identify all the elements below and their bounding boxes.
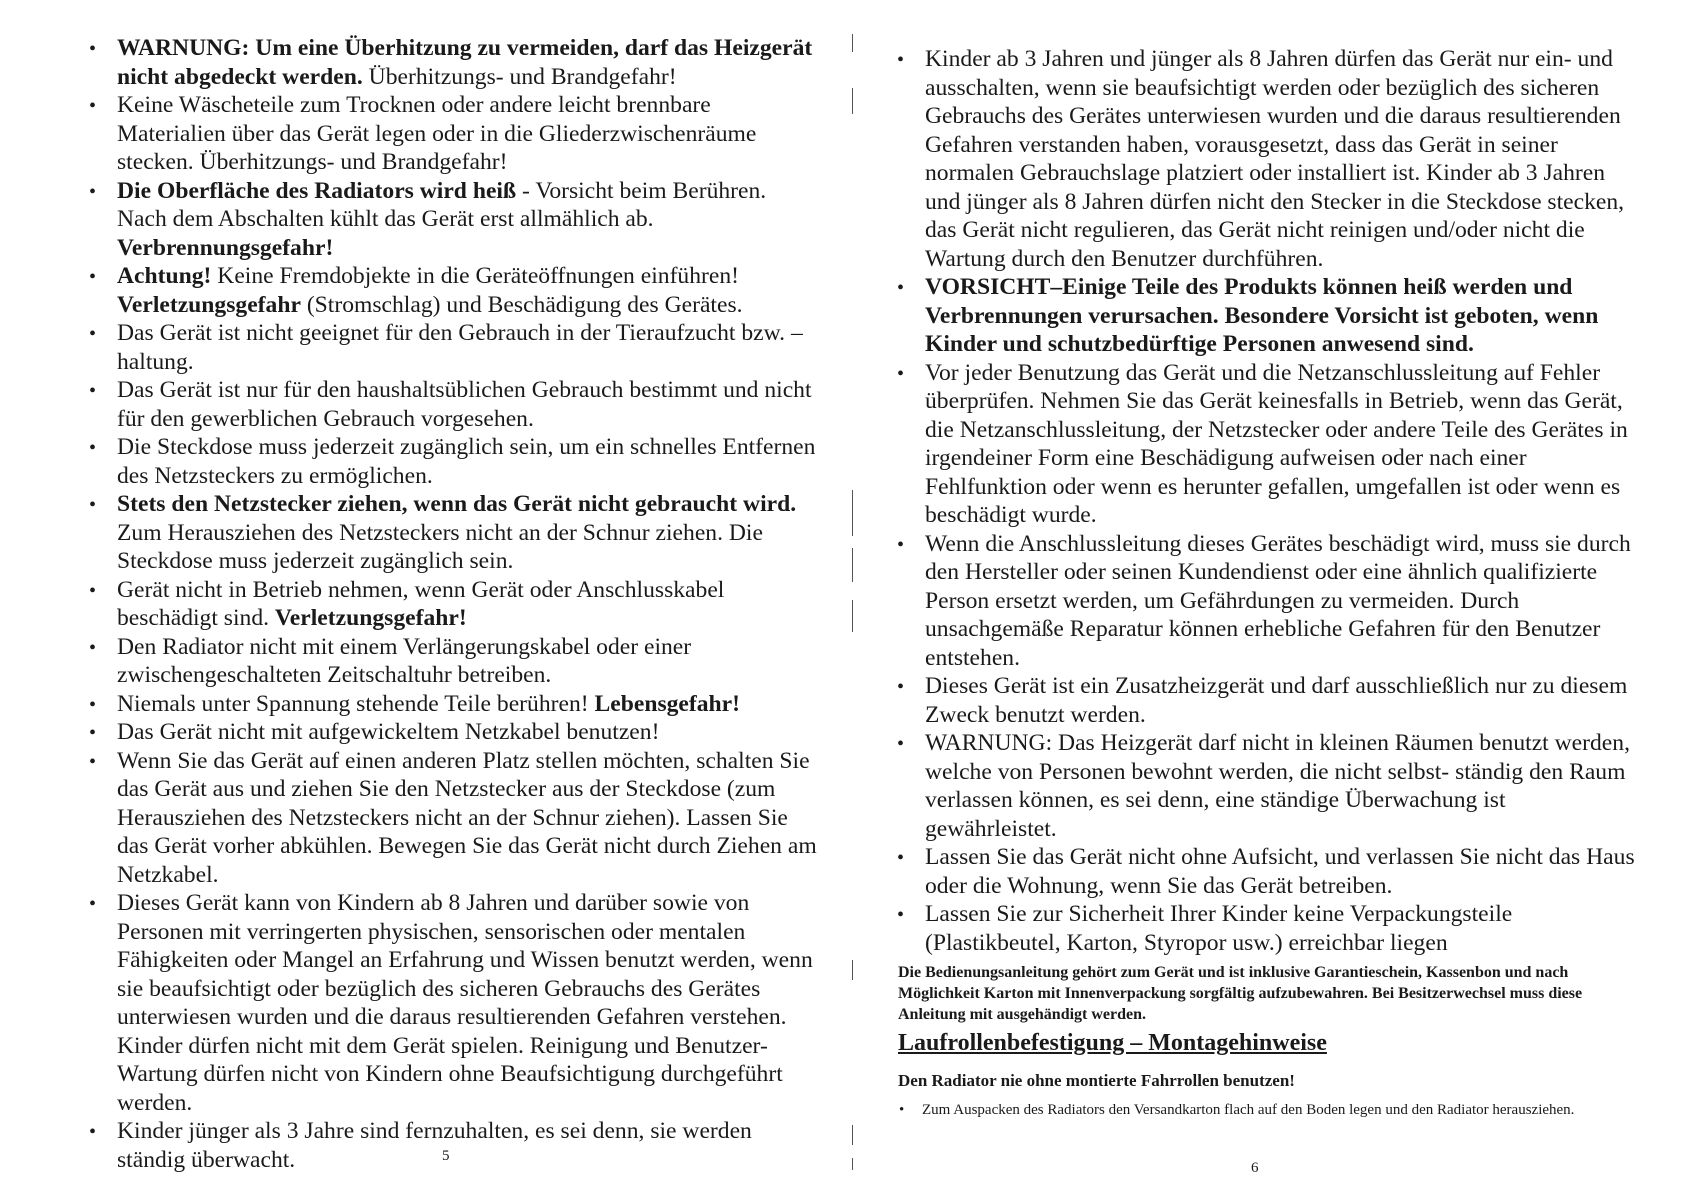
- list-item: • WARNUNG: Das Heizgerät darf nicht in kleinen Räumen benutzt werden, welche von Personen bewohnt werden, die nicht selbst- ständig den Raum verlassen können, es sei denn, eine ständige Überwachung ist gewährleistet.: [925, 729, 1635, 843]
- assembly-list: [922, 1101, 1632, 1121]
- right-bullet-list: [925, 45, 1635, 957]
- list-item: • Wenn die Anschlussleitung dieses Gerätes beschädigt wird, muss sie durch den Hersteller oder seinen Kundendienst oder eine ähnlich qualifizierte Person ersetzt werden, um Gefährdungen zu vermeiden. Durch unsachgemäße Reparatur können erhebliche Gefahren für den Benutzer entstehen.: [925, 530, 1635, 673]
- list-item: • Keine Wäscheteile zum Trocknen oder andere leicht brennbare Materialien über das Gerät legen oder in die Gliederzwischenräume stecken. Überhitzungs- und Brandgefahr!: [117, 91, 817, 177]
- list-item: • Kinder jünger als 3 Jahre sind fernzuhalten, es sei denn, sie werden ständig überwacht.: [117, 1117, 817, 1174]
- list-item: • Das Gerät ist nur für den haushaltsüblichen Gebrauch bestimmt und nicht für den gewerblichen Gebrauch vorgesehen.: [117, 376, 817, 433]
- list-item: • Achtung! Keine Fremdobjekte in die Geräteöffnungen einführen! Verletzungsgefahr (Stromschlag) und Beschädigung des Gerätes.: [117, 262, 817, 319]
- list-item: • Die Steckdose muss jederzeit zugänglich sein, um ein schnelles Entfernen des Netzsteckers zu ermöglichen.: [117, 433, 817, 490]
- right-page: [850, 0, 1682, 1190]
- list-item: • Lassen Sie zur Sicherheit Ihrer Kinder keine Verpackungsteile (Plastikbeutel, Karton, Styropor usw.) erreichbar liegen: [925, 900, 1635, 957]
- list-item: • Kinder ab 3 Jahren und jünger als 8 Jahren dürfen das Gerät nur ein- und ausschalten, wenn sie beaufsichtigt werden oder bezüglich des sicheren Gebrauchs des Gerätes unterwiesen wurden und die daraus resultierenden Gefahren verstanden haben, vorausgesetzt, dass das Gerät in seiner normalen Gebrauchslage platziert oder installiert ist. Kinder ab 3 Jahren und jünger als 8 Jahren dürfen nicht den Stecker in die Steckdose stecken, das Gerät nicht regulieren, das Gerät nicht reinigen und/oder nicht die Wartung durch den Benutzer durchführen.: [925, 45, 1635, 273]
- subheading: Den Radiator nie ohne montierte Fahrrollen benutzen!: [898, 1071, 1295, 1090]
- list-item: • Wenn Sie das Gerät auf einen anderen Platz stellen möchten, schalten Sie das Gerät aus und ziehen Sie den Netzstecker aus der Steckdose (zum Herausziehen des Netzsteckers nicht an der Schnur ziehen). Lassen Sie das Gerät vorher abkühlen. Bewegen Sie das Gerät nicht durch Ziehen am Netzkabel.: [117, 747, 817, 890]
- list-item: • Zum Auspacken des Radiators den Versandkarton flach auf den Boden legen und den Radiator herausziehen.: [922, 1101, 1632, 1121]
- left-bullet-list: [117, 34, 817, 1174]
- list-item: • Dieses Gerät kann von Kindern ab 8 Jahren und darüber sowie von Personen mit verringerten physischen, sensorischen oder mentalen Fähigkeiten oder Mangel an Erfahrung und Wissen benutzt werden, wenn sie beaufsichtigt oder bezüglich des sicheren Gebrauchs des Gerätes unterwiesen wurden und die daraus resultierenden Gefahren verstehen. Kinder dürfen nicht mit dem Gerät spielen. Reinigung und Benutzer-Wartung dürfen nicht von Kindern ohne Beaufsichtigung durchgeführt werden.: [117, 889, 817, 1117]
- list-item: • VORSICHT–Einige Teile des Produkts können heiß werden und Verbrennungen verursachen. Besondere Vorsicht ist geboten, wenn Kinder und schutzbedürftige Personen anwesend sind.: [925, 273, 1635, 359]
- page-number-right: 6: [1251, 1160, 1259, 1176]
- list-item: • Den Radiator nicht mit einem Verlängerungskabel oder einer zwischengeschalteten Zeitschaltuhr betreiben.: [117, 633, 817, 690]
- list-item: • Niemals unter Spannung stehende Teile berühren! Lebensgefahr!: [117, 690, 817, 719]
- list-item: • WARNUNG: Um eine Überhitzung zu vermeiden, darf das Heizgerät nicht abgedeckt werden. Überhitzungs- und Brandgefahr!: [117, 34, 817, 91]
- list-item: • Das Gerät nicht mit aufgewickeltem Netzkabel benutzen!: [117, 718, 817, 747]
- page-number-left: 5: [442, 1148, 450, 1164]
- storage-note: Die Bedienungsanleitung gehört zum Gerät und ist inklusive Garantieschein, Kassenbon und nach Möglichkeit Karton mit Innenverpackung sorgfältig aufzubewahren. Bei Besitzerwechsel muss diese Anleitung mit ausgehändigt werden.: [898, 964, 1583, 1023]
- list-item: • Gerät nicht in Betrieb nehmen, wenn Gerät oder Anschlusskabel beschädigt sind. Verletzungsgefahr!: [117, 576, 817, 633]
- list-item: • Vor jeder Benutzung das Gerät und die Netzanschlussleitung auf Fehler überprüfen. Nehmen Sie das Gerät keinesfalls in Betrieb, wenn das Gerät, die Netzanschlussleitung, der Netzstecker oder andere Teile des Gerätes in irgendeiner Form eine Beschädigung aufweisen oder nach einer Fehlfunktion oder wenn es herunter gefallen, umgefallen ist oder wenn es beschädigt wurde.: [925, 359, 1635, 530]
- list-item: • Die Oberfläche des Radiators wird heiß - Vorsicht beim Berühren. Nach dem Abschalten kühlt das Gerät erst allmählich ab. Verbrennungsgefahr!: [117, 177, 817, 263]
- list-item: • Lassen Sie das Gerät nicht ohne Aufsicht, und verlassen Sie nicht das Haus oder die Wohnung, wenn Sie das Gerät betreiben.: [925, 843, 1635, 900]
- section-heading: Laufrollenbefestigung – Montagehinweise: [898, 1030, 1327, 1056]
- list-item: • Das Gerät ist nicht geeignet für den Gebrauch in der Tieraufzucht bzw. –haltung.: [117, 319, 817, 376]
- list-item: • Dieses Gerät ist ein Zusatzheizgerät und darf ausschließlich nur zu diesem Zweck benutzt werden.: [925, 672, 1635, 729]
- list-item: • Stets den Netzstecker ziehen, wenn das Gerät nicht gebraucht wird. Zum Herausziehen des Netzsteckers nicht an der Schnur ziehen. Die Steckdose muss jederzeit zugänglich sein.: [117, 490, 817, 576]
